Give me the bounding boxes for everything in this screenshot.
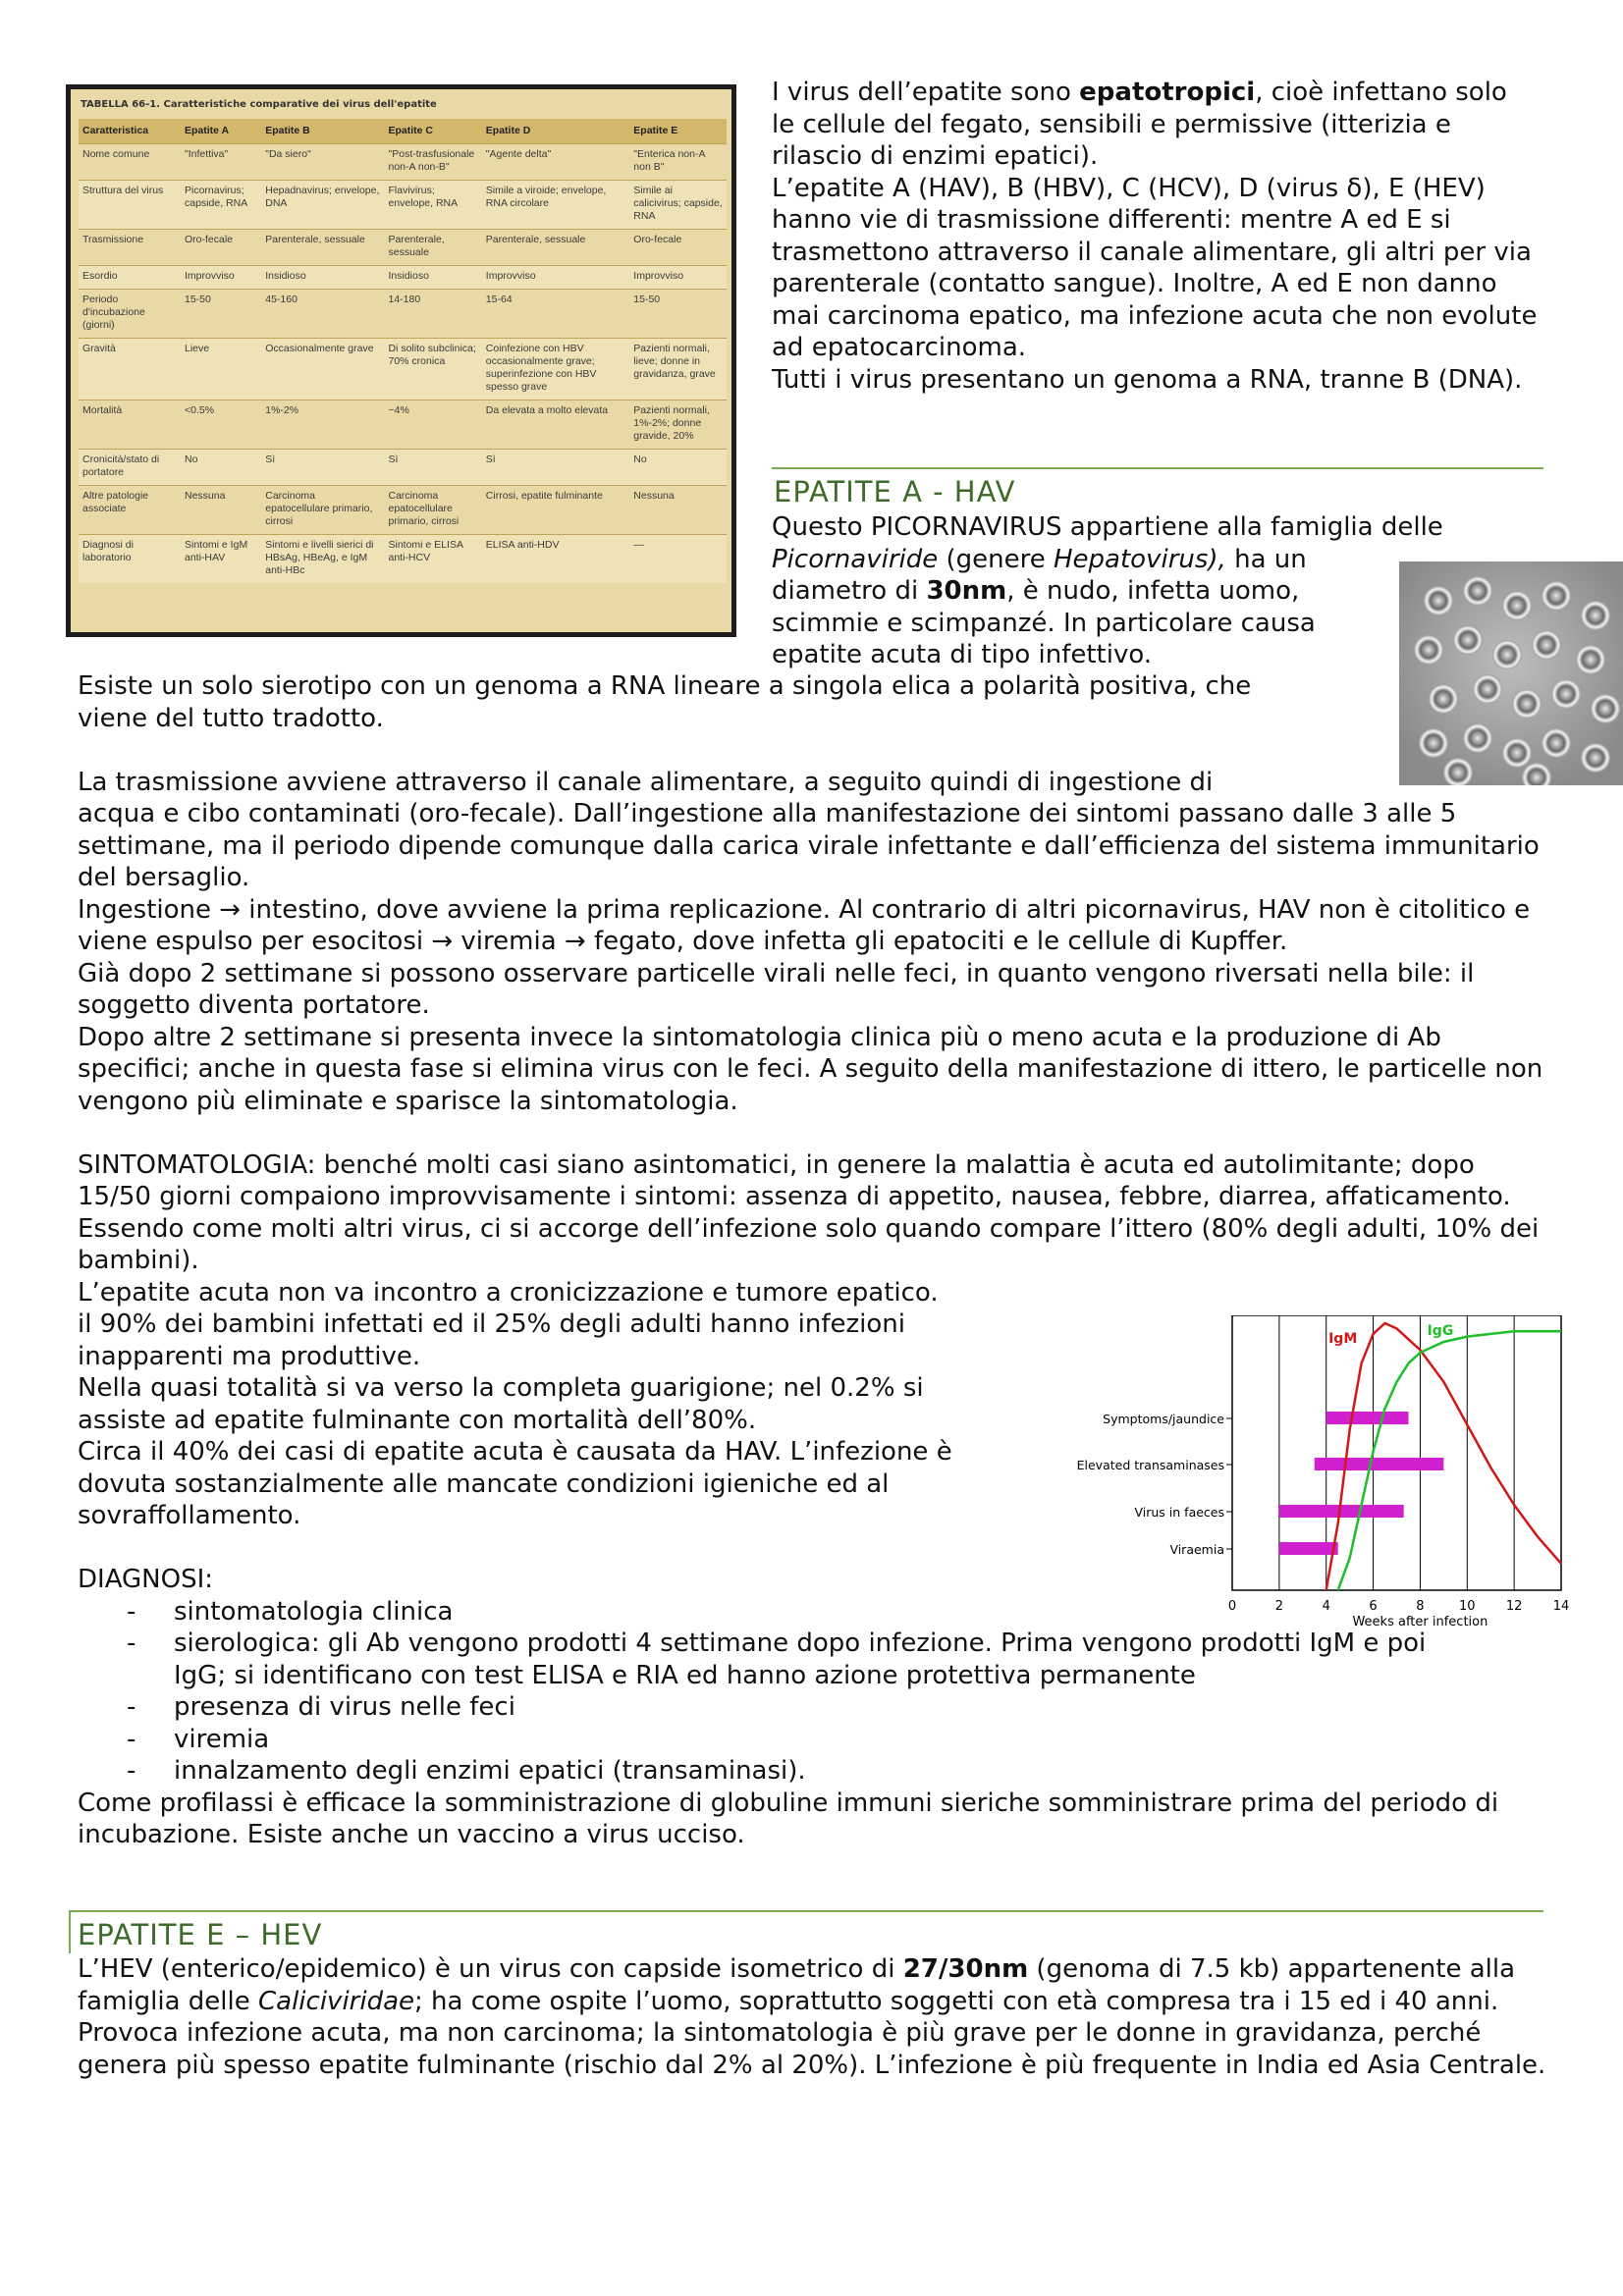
section-heading-hev: EPATITE E – HEV xyxy=(78,1918,323,1951)
x-tick-label: 6 xyxy=(1369,1599,1378,1614)
table-cell: Improvviso xyxy=(629,266,727,290)
virus-particle xyxy=(1591,694,1620,723)
bar-label: Elevated transaminases xyxy=(1076,1458,1224,1472)
table-cell: Sì xyxy=(482,450,630,486)
table-cell: "Infettiva" xyxy=(181,144,261,181)
x-axis-label: Weeks after infection xyxy=(1352,1615,1488,1629)
intro-paragraph-3: Tutti i virus presentano un genoma a RNA, tranne B (DNA). xyxy=(772,364,1523,395)
series-label-igm: IgM xyxy=(1328,1331,1358,1347)
table-cell: Mortalità xyxy=(79,400,181,450)
table-cell: "Agente delta" xyxy=(482,144,630,181)
table-caption: TABELLA 66-1. Caratteristiche comparative dei virus dell'epatite xyxy=(81,99,437,110)
hav-line: diametro di 30nm, è nudo, infetta uomo, xyxy=(772,576,1300,606)
table-row xyxy=(79,400,727,450)
table-cell: 15-50 xyxy=(629,290,727,339)
table-cell: Sì xyxy=(385,450,482,486)
table-cell: Di solito subclinica; 70% cronica xyxy=(385,339,482,400)
transmission-line: La trasmissione avviene attraverso il canale alimentare, a seguito quindi di ingestione di xyxy=(78,767,1214,797)
table-cell: 45-160 xyxy=(261,290,384,339)
x-tick-label: 10 xyxy=(1459,1599,1476,1614)
hav-line: scimmie e scimpanzé. In particolare causa xyxy=(772,608,1316,638)
table-cell: Insidioso xyxy=(261,266,384,290)
diagnosis-title: DIAGNOSI: xyxy=(78,1565,214,1594)
table-row xyxy=(79,230,727,266)
table-cell: Sintomi e IgM anti-HAV xyxy=(181,535,261,584)
table-cell: Coinfezione con HBV occasionalmente grave; superinfezione con HBV spesso grave xyxy=(482,339,630,400)
table-cell: Picornavirus; capside, RNA xyxy=(181,181,261,230)
table-row xyxy=(79,450,727,486)
table-cell: 15-64 xyxy=(482,290,630,339)
antibody-timeline-chart xyxy=(1060,1315,1571,1639)
table-cell: Improvviso xyxy=(482,266,630,290)
timeline-bar xyxy=(1315,1458,1444,1470)
table-cell: Pazienti normali, lieve; donne in gravidanza, grave xyxy=(629,339,727,400)
table-cell: Sì xyxy=(261,450,384,486)
recovery-line: assiste ad epatite fulminante con mortalità dell’80%. xyxy=(78,1405,757,1435)
table-cell: Hepadnavirus; envelope, DNA xyxy=(261,181,384,230)
x-tick-label: 4 xyxy=(1322,1599,1330,1614)
table-cell: Carcinoma epatocellulare primario, cirrosi xyxy=(385,486,482,535)
virus-particle xyxy=(1542,581,1571,611)
virus-particle xyxy=(1551,679,1581,709)
hev-paragraph-1: L’HEV (enterico/epidemico) è un virus con capside isometrico di 27/30nm (genoma di 7.5 kb) appartenente alla famiglia delle Caliciviridae; ha come ospite l’uomo, soprattutto soggetti con età compresa tra i 15 ed i 40 anni. xyxy=(78,1954,1516,2016)
virus-particle xyxy=(1581,743,1610,773)
table-cell: Struttura del virus xyxy=(79,181,181,230)
virus-particle xyxy=(1463,576,1492,606)
table-cell: Carcinoma epatocellulare primario, cirrosi xyxy=(261,486,384,535)
prevalence-line: dovuta sostanzialmente alle mancate condizioni igieniche ed al xyxy=(78,1468,890,1499)
faeces-paragraph: Già dopo 2 settimane si possono osservare particelle virali nelle feci, in quanto vengono riversati nella bile: il soggetto diventa portatore. xyxy=(78,958,1475,1020)
hav-body xyxy=(78,670,1550,1851)
hev-paragraph-2: Provoca infezione acuta, ma non carcinoma; la sintomatologia è più grave per le donne in gravidanza, perché genera più spesso epatite fulminante (rischio dal 2% al 20%). L’infezione è più frequente in India ed Asia Centrale. xyxy=(78,2018,1546,2080)
timeline-bar xyxy=(1326,1412,1409,1424)
table-cell: Da elevata a molto elevata xyxy=(482,400,630,450)
diagnosis-item: - sierologica: gli Ab vengono prodotti 4 settimane dopo infezione. Prima vengono prodotti IgM e poi IgG; si identificano con test ELISA e RIA ed hanno azione protettiva permanente xyxy=(78,1628,1472,1691)
table-cell: Gravità xyxy=(79,339,181,400)
hav-line: viene del tutto tradotto. xyxy=(78,703,384,733)
table-cell: Lieve xyxy=(181,339,261,400)
table-cell: — xyxy=(629,535,727,584)
table-cell: ~4% xyxy=(385,400,482,450)
table-cell: Sintomi e ELISA anti-HCV xyxy=(385,535,482,584)
virus-particle xyxy=(1581,601,1610,630)
virus-particle xyxy=(1532,630,1561,660)
hepatitis-comparison-table-image xyxy=(66,84,736,637)
table-row xyxy=(79,181,727,230)
table-header-cell: Epatite B xyxy=(261,119,384,144)
x-tick-label: 0 xyxy=(1227,1599,1237,1614)
children-line: il 90% dei bambini infettati ed il 25% degli adulti hanno infezioni xyxy=(78,1309,906,1339)
series-label-igg: IgG xyxy=(1427,1323,1454,1339)
hav-line: Esiste un solo sierotipo con un genoma a RNA lineare a singola elica a polarità positiva, che xyxy=(78,671,1252,701)
ingestion-paragraph: Ingestione → intestino, dove avviene la prima replicazione. Al contrario di altri picornavirus, HAV non è citolitico e viene espulso per esocitosi → viremia → fegato, dove infetta gli epatociti e le cellule di Kupffer. xyxy=(78,894,1531,956)
table-header-cell: Epatite E xyxy=(629,119,727,144)
virus-particle xyxy=(1414,635,1443,665)
symptoms-paragraph: SINTOMATOLOGIA: benché molti casi siano asintomatici, in genere la malattia è acuta ed autolimitante; dopo 15/50 giorni compaiono improvvisamente i sintomi: assenza di appetito, nausea, febbre, diarrea, affaticamento. Essendo come molti altri virus, ci si accorge dell’infezione solo quando compare l’ittero (80% degli adulti, 10% dei bambini). xyxy=(78,1149,1540,1275)
virus-particle xyxy=(1502,591,1532,620)
table-cell: No xyxy=(629,450,727,486)
table-cell: Diagnosi di laboratorio xyxy=(79,535,181,584)
table-row xyxy=(79,486,727,535)
bar-label: Viraemia xyxy=(1169,1542,1224,1557)
table-cell: "Da siero" xyxy=(261,144,384,181)
table-cell: Sintomi e livelli sierici di HBsAg, HBeAg, e IgM anti-HBc xyxy=(261,535,384,584)
table-cell: Parenterale, sessuale xyxy=(482,230,630,266)
table-cell: ELISA anti-HDV xyxy=(482,535,630,584)
table-cell: Improvviso xyxy=(181,266,261,290)
table-row xyxy=(79,266,727,290)
table-cell: Nessuna xyxy=(629,486,727,535)
table-cell: Trasmissione xyxy=(79,230,181,266)
table-cell: 15-50 xyxy=(181,290,261,339)
table-cell: Simile a viroide; envelope, RNA circolare xyxy=(482,181,630,230)
hev-body xyxy=(78,1953,1550,2081)
bar-label: Virus in faeces xyxy=(1134,1505,1224,1520)
children-line: inapparenti ma produttive. xyxy=(78,1341,421,1371)
virus-particle xyxy=(1453,625,1483,655)
section-divider xyxy=(772,467,1543,469)
intro-text xyxy=(772,77,1538,396)
table-cell: "Enterica non-A non B" xyxy=(629,144,727,181)
timeline-bar xyxy=(1279,1542,1338,1555)
diagnosis-item: - presenza di virus nelle feci xyxy=(78,1691,1472,1724)
diagnosis-item: - sintomatologia clinica xyxy=(78,1596,1472,1629)
table-cell: "Post-trasfusionale non-A non-B" xyxy=(385,144,482,181)
table-row xyxy=(79,339,727,400)
table-cell: 1%-2% xyxy=(261,400,384,450)
table-cell: Oro-fecale xyxy=(181,230,261,266)
table-cell: <0.5% xyxy=(181,400,261,450)
table-header-cell: Epatite C xyxy=(385,119,482,144)
table-cell: Insidioso xyxy=(385,266,482,290)
table-row xyxy=(79,144,727,181)
hav-line: Picornaviride (genere Hepatovirus), ha un xyxy=(772,544,1307,574)
table-cell: 14-180 xyxy=(385,290,482,339)
recovery-line: Nella quasi totalità si va verso la completa guarigione; nel 0.2% si xyxy=(78,1373,924,1403)
table-header-cell: Caratteristica xyxy=(79,119,181,144)
diagnosis-item: - viremia xyxy=(78,1724,1472,1756)
table-cell: Simile ai calicivirus; capside, RNA xyxy=(629,181,727,230)
table-cell: Periodo d'incubazione (giorni) xyxy=(79,290,181,339)
hav-line: epatite acuta di tipo infettivo. xyxy=(772,640,1153,669)
table-cell: Oro-fecale xyxy=(629,230,727,266)
prevalence-line: sovraffollamento. xyxy=(78,1501,301,1530)
bar-label: Symptoms/jaundice xyxy=(1103,1412,1224,1426)
table-header-cell: Epatite D xyxy=(482,119,630,144)
table-cell: Occasionalmente grave xyxy=(261,339,384,400)
virus-particle xyxy=(1492,640,1522,669)
x-tick-label: 2 xyxy=(1274,1599,1283,1614)
table-row xyxy=(79,290,727,339)
section-divider-vertical xyxy=(69,1910,71,1953)
clinical-paragraph: Dopo altre 2 settimane si presenta invece la sintomatologia clinica più o meno acuta e la produzione di Ab specifici; anche in questa fase si elimina virus con le feci. A seguito della manifestazione di ittero, le particelle non vengono più eliminate e sparisce la sintomatologia. xyxy=(78,1022,1543,1116)
table-cell: No xyxy=(181,450,261,486)
table-cell: Altre patologie associate xyxy=(79,486,181,535)
chronic-line: L’epatite acuta non va incontro a cronicizzazione e tumore epatico. xyxy=(78,1277,939,1308)
table-cell: Flavivirus; envelope, RNA xyxy=(385,181,482,230)
section-divider xyxy=(69,1910,1543,1912)
transmission-paragraph: acqua e cibo contaminati (oro-fecale). Dall’ingestione alla manifestazione dei sintomi passano dalle 3 alle 5 settimane, ma il periodo dipende comunque dalla carica virale infettante e dall’efficienza del sistema immunitario del bersaglio. xyxy=(78,799,1540,892)
intro-paragraph-2: L’epatite A (HAV), B (HBV), C (HCV), D (virus δ), E (HEV) hanno vie di trasmissione differenti: mentre A ed E si trasmettono attraverso il canale alimentare, gli altri per via parenterale (contatto sangue). Inoltre, A ed E non danno mai carcinoma epatico, ma infezione acuta che non evolute ad epatocarcinoma. xyxy=(772,173,1538,362)
prevalence-line: Circa il 40% dei casi di epatite acuta è causata da HAV. L’infezione è xyxy=(78,1437,952,1467)
x-tick-label: 14 xyxy=(1552,1599,1570,1614)
table-cell: Nome comune xyxy=(79,144,181,181)
table-cell: Nessuna xyxy=(181,486,261,535)
table-cell: Pazienti normali, 1%-2%; donne gravide, 20% xyxy=(629,400,727,450)
virus-particle xyxy=(1576,645,1605,674)
table-cell: Cronicità/stato di portatore xyxy=(79,450,181,486)
table-cell: Esordio xyxy=(79,266,181,290)
x-tick-label: 8 xyxy=(1416,1599,1425,1614)
virus-particle xyxy=(1424,586,1453,615)
diagnosis-item: - innalzamento degli enzimi epatici (transaminasi). xyxy=(78,1755,1472,1788)
table-cell: Parenterale, sessuale xyxy=(385,230,482,266)
section-heading-hav: EPATITE A - HAV xyxy=(774,475,1016,508)
comparison-table xyxy=(79,119,727,583)
prophylaxis-paragraph: Come profilassi è efficace la somministrazione di globuline immuni sieriche somministrare prima del periodo di incubazione. Esiste anche un vaccino a virus ucciso. xyxy=(78,1788,1499,1849)
intro-paragraph-1: I virus dell’epatite sono epatotropici, cioè infettano solo le cellule del fegato, sensibili e permissive (itterizia e rilascio di enzimi epatici). xyxy=(772,78,1507,171)
x-tick-label: 12 xyxy=(1505,1599,1523,1614)
timeline-bar xyxy=(1279,1505,1404,1518)
table-cell: Cirrosi, epatite fulminante xyxy=(482,486,630,535)
table-cell: Parenterale, sessuale xyxy=(261,230,384,266)
table-row xyxy=(79,535,727,584)
hav-line: Questo PICORNAVIRUS appartiene alla famiglia delle xyxy=(772,512,1443,542)
table-header-cell: Epatite A xyxy=(181,119,261,144)
